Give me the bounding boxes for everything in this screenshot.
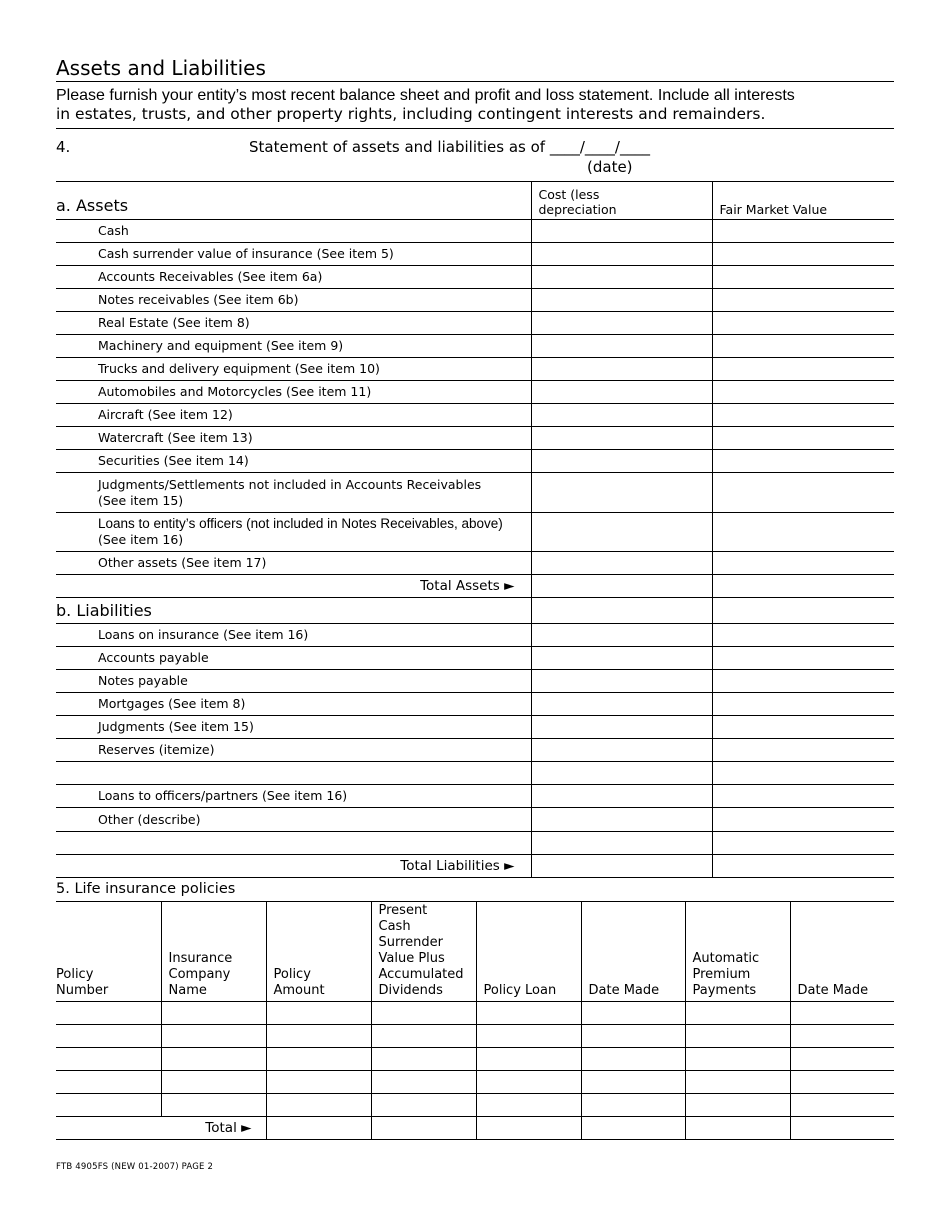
liability-label: Reserves (itemize): [56, 739, 531, 762]
cell[interactable]: [476, 1025, 581, 1048]
fmv-cell[interactable]: [712, 381, 894, 404]
table-row: [56, 670, 894, 693]
title-rule: [56, 81, 894, 82]
cell[interactable]: [685, 1002, 790, 1025]
asset-label: Cash surrender value of insurance (See item 5): [56, 243, 531, 266]
total-cost-cell[interactable]: [531, 575, 712, 598]
cost-cell[interactable]: [531, 832, 712, 855]
cost-cell[interactable]: [531, 624, 712, 647]
fmv-cell[interactable]: [712, 647, 894, 670]
cell[interactable]: [581, 1048, 685, 1071]
table-row: [56, 450, 894, 473]
cell[interactable]: [371, 1094, 476, 1117]
asset-label: Accounts Receivables (See item 6a): [56, 266, 531, 289]
fmv-cell[interactable]: [712, 739, 894, 762]
form-footer: FTB 4905FS (NEW 01-2007) PAGE 2: [56, 1162, 214, 1172]
cell[interactable]: [790, 1002, 894, 1025]
insurance-company-header: Insurance Company Name: [161, 902, 266, 1002]
table-row: [56, 513, 894, 552]
asset-label: Securities (See item 14): [56, 450, 531, 473]
asset-label: Real Estate (See item 8): [56, 312, 531, 335]
cell[interactable]: [581, 1002, 685, 1025]
table-row: [56, 762, 894, 785]
table-row: [56, 716, 894, 739]
policy-loan-header: Policy Loan: [476, 902, 581, 1002]
table-row: [56, 624, 894, 647]
section-number-4: 4.: [56, 138, 71, 156]
cost-cell[interactable]: [531, 450, 712, 473]
liabilities-heading: b. Liabilities: [56, 598, 531, 624]
table-row: [56, 1025, 894, 1048]
life-insurance-header-row: [56, 902, 894, 1002]
cost-cell[interactable]: [531, 312, 712, 335]
cell[interactable]: [371, 1071, 476, 1094]
table-row: [56, 243, 894, 266]
cell[interactable]: [56, 1025, 161, 1048]
table-row: [56, 785, 894, 808]
table-row: [56, 552, 894, 575]
cost-cell[interactable]: [531, 381, 712, 404]
other-describe-field[interactable]: [56, 832, 531, 855]
total-cell[interactable]: [476, 1117, 581, 1140]
cost-cell[interactable]: [531, 785, 712, 808]
cell[interactable]: [581, 1025, 685, 1048]
cell[interactable]: [266, 1071, 371, 1094]
cell[interactable]: [266, 1002, 371, 1025]
cell[interactable]: [790, 1025, 894, 1048]
fmv-cell[interactable]: [712, 762, 894, 785]
cell[interactable]: [790, 1048, 894, 1071]
cell[interactable]: [685, 1071, 790, 1094]
intro-line-1: Please furnish your entity’s most recent balance sheet and profit and loss statement. Include all interests: [56, 87, 795, 104]
cell[interactable]: [685, 1048, 790, 1071]
asset-label: Trucks and delivery equipment (See item 10): [56, 358, 531, 381]
table-row: [56, 312, 894, 335]
cell[interactable]: [685, 1025, 790, 1048]
table-row: [56, 1002, 894, 1025]
cell[interactable]: [161, 1025, 266, 1048]
cell[interactable]: [685, 1094, 790, 1117]
table-header-row: [56, 182, 894, 220]
table-row: [56, 473, 894, 513]
total-assets-row: [56, 575, 894, 598]
fmv-cell[interactable]: [712, 693, 894, 716]
cash-surrender-value-header: Present Cash Surrender Value Plus Accumulated Dividends: [371, 902, 476, 1002]
cell[interactable]: [56, 1071, 161, 1094]
total-cell[interactable]: [581, 1117, 685, 1140]
fmv-cell[interactable]: [712, 220, 894, 243]
asset-label: Machinery and equipment (See item 9): [56, 335, 531, 358]
table-row: [56, 289, 894, 312]
total-liabilities-label: Total Liabilities ►: [56, 855, 531, 878]
liability-label: Loans on insurance (See item 16): [56, 624, 531, 647]
liability-label: Loans to officers/partners (See item 16): [56, 785, 531, 808]
cell[interactable]: [161, 1071, 266, 1094]
cell[interactable]: [476, 1094, 581, 1117]
table-row: [56, 1094, 894, 1117]
table-row: [56, 739, 894, 762]
total-cell[interactable]: [790, 1117, 894, 1140]
cell[interactable]: [476, 1002, 581, 1025]
fmv-cell[interactable]: [712, 513, 894, 552]
policy-amount-header: Policy Amount: [266, 902, 371, 1002]
cost-cell[interactable]: [531, 220, 712, 243]
table-row: [56, 808, 894, 832]
fmv-cell[interactable]: [712, 335, 894, 358]
intro-rule: [56, 128, 894, 129]
asset-label: Other assets (See item 17): [56, 552, 531, 575]
table-row: [56, 381, 894, 404]
asset-label-loans: Loans to entity’s officers (not included in Notes Receivables, above) (See item 16): [56, 513, 531, 552]
cell[interactable]: [581, 1071, 685, 1094]
fmv-cell[interactable]: [712, 808, 894, 832]
reserves-itemize-field[interactable]: [56, 762, 531, 785]
table-row: [56, 220, 894, 243]
cell[interactable]: [790, 1071, 894, 1094]
cell[interactable]: [266, 1094, 371, 1117]
cost-cell[interactable]: [531, 513, 712, 552]
cell[interactable]: [161, 1094, 266, 1117]
total-cell[interactable]: [266, 1117, 371, 1140]
liability-label: Mortgages (See item 8): [56, 693, 531, 716]
cost-cell[interactable]: [531, 670, 712, 693]
policy-number-header: Policy Number: [56, 902, 161, 1002]
fmv-cell[interactable]: [712, 832, 894, 855]
cost-cell[interactable]: [531, 266, 712, 289]
cost-cell[interactable]: [531, 647, 712, 670]
liability-label: Notes payable: [56, 670, 531, 693]
fmv-cell[interactable]: [712, 312, 894, 335]
asset-label-judgments: Judgments/Settlements not included in Accounts Receivables (See item 15): [56, 473, 531, 513]
life-insurance-total-label: Total ►: [56, 1117, 266, 1140]
cost-cell[interactable]: [531, 473, 712, 513]
fmv-cell[interactable]: [712, 624, 894, 647]
fmv-column-header: Fair Market Value: [712, 182, 894, 220]
cell[interactable]: [161, 1048, 266, 1071]
table-row: [56, 693, 894, 716]
liability-label: Judgments (See item 15): [56, 716, 531, 739]
statement-as-of-date-field[interactable]: Statement of assets and liabilities as of ____/____/____: [249, 138, 650, 156]
asset-label: Aircraft (See item 12): [56, 404, 531, 427]
cost-cell[interactable]: [531, 762, 712, 785]
cost-cell[interactable]: [531, 716, 712, 739]
date-made-header: Date Made: [581, 902, 685, 1002]
cell[interactable]: [56, 1002, 161, 1025]
table-row: [56, 266, 894, 289]
cost-cell[interactable]: [531, 739, 712, 762]
fmv-cell[interactable]: [712, 552, 894, 575]
cell[interactable]: [581, 1094, 685, 1117]
fmv-cell[interactable]: [712, 716, 894, 739]
asset-label: Automobiles and Motorcycles (See item 11): [56, 381, 531, 404]
cost-cell[interactable]: [531, 598, 712, 624]
cost-cell[interactable]: [531, 358, 712, 381]
assets-heading: a. Assets: [56, 182, 531, 220]
total-cell[interactable]: [685, 1117, 790, 1140]
fmv-cell[interactable]: [712, 358, 894, 381]
table-row: [56, 1048, 894, 1071]
cost-cell[interactable]: [531, 808, 712, 832]
intro-text: [56, 86, 894, 124]
automatic-premium-payments-header: Automatic Premium Payments: [685, 902, 790, 1002]
fmv-cell[interactable]: [712, 670, 894, 693]
fmv-cell[interactable]: [712, 473, 894, 513]
table-row: [56, 1071, 894, 1094]
cell[interactable]: [56, 1048, 161, 1071]
life-insurance-table: [56, 901, 894, 1140]
liability-label: Accounts payable: [56, 647, 531, 670]
cost-cell[interactable]: [531, 552, 712, 575]
cell[interactable]: [371, 1048, 476, 1071]
asset-label: Watercraft (See item 13): [56, 427, 531, 450]
fmv-cell[interactable]: [712, 450, 894, 473]
cost-column-header: Cost (less depreciation: [531, 182, 712, 220]
total-fmv-cell[interactable]: [712, 575, 894, 598]
total-assets-label: Total Assets ►: [56, 575, 531, 598]
intro-line-2: in estates, trusts, and other property rights, including contingent interests and remainders.: [56, 105, 766, 123]
cell[interactable]: [266, 1025, 371, 1048]
asset-label: Cash: [56, 220, 531, 243]
page-title: Assets and Liabilities: [56, 56, 266, 80]
fmv-cell[interactable]: [712, 404, 894, 427]
fmv-cell[interactable]: [712, 243, 894, 266]
cell[interactable]: [371, 1002, 476, 1025]
assets-liabilities-table: [56, 181, 894, 878]
asset-label: Notes receivables (See item 6b): [56, 289, 531, 312]
cell[interactable]: [371, 1025, 476, 1048]
life-insurance-total-row: [56, 1117, 894, 1140]
fmv-cell[interactable]: [712, 427, 894, 450]
cell[interactable]: [476, 1071, 581, 1094]
table-row: [56, 832, 894, 855]
cell[interactable]: [790, 1094, 894, 1117]
liability-label: Other (describe): [56, 808, 531, 832]
life-insurance-heading: 5. Life insurance policies: [56, 881, 236, 897]
date-label: (date): [587, 158, 633, 176]
fmv-cell[interactable]: [712, 598, 894, 624]
total-cost-cell[interactable]: [531, 855, 712, 878]
cost-cell[interactable]: [531, 335, 712, 358]
table-row: [56, 358, 894, 381]
cell[interactable]: [476, 1048, 581, 1071]
table-row: [56, 335, 894, 358]
table-row: [56, 647, 894, 670]
cell[interactable]: [161, 1002, 266, 1025]
liabilities-heading-row: [56, 598, 894, 624]
table-row: [56, 404, 894, 427]
cost-cell[interactable]: [531, 427, 712, 450]
date-made-header: Date Made: [790, 902, 894, 1002]
total-liabilities-row: [56, 855, 894, 878]
fmv-cell[interactable]: [712, 266, 894, 289]
cost-cell[interactable]: [531, 693, 712, 716]
cell[interactable]: [56, 1094, 161, 1117]
total-fmv-cell[interactable]: [712, 855, 894, 878]
fmv-cell[interactable]: [712, 289, 894, 312]
table-row: [56, 427, 894, 450]
cost-cell[interactable]: [531, 404, 712, 427]
total-cell[interactable]: [371, 1117, 476, 1140]
cell[interactable]: [266, 1048, 371, 1071]
cost-cell[interactable]: [531, 243, 712, 266]
fmv-cell[interactable]: [712, 785, 894, 808]
cost-cell[interactable]: [531, 289, 712, 312]
